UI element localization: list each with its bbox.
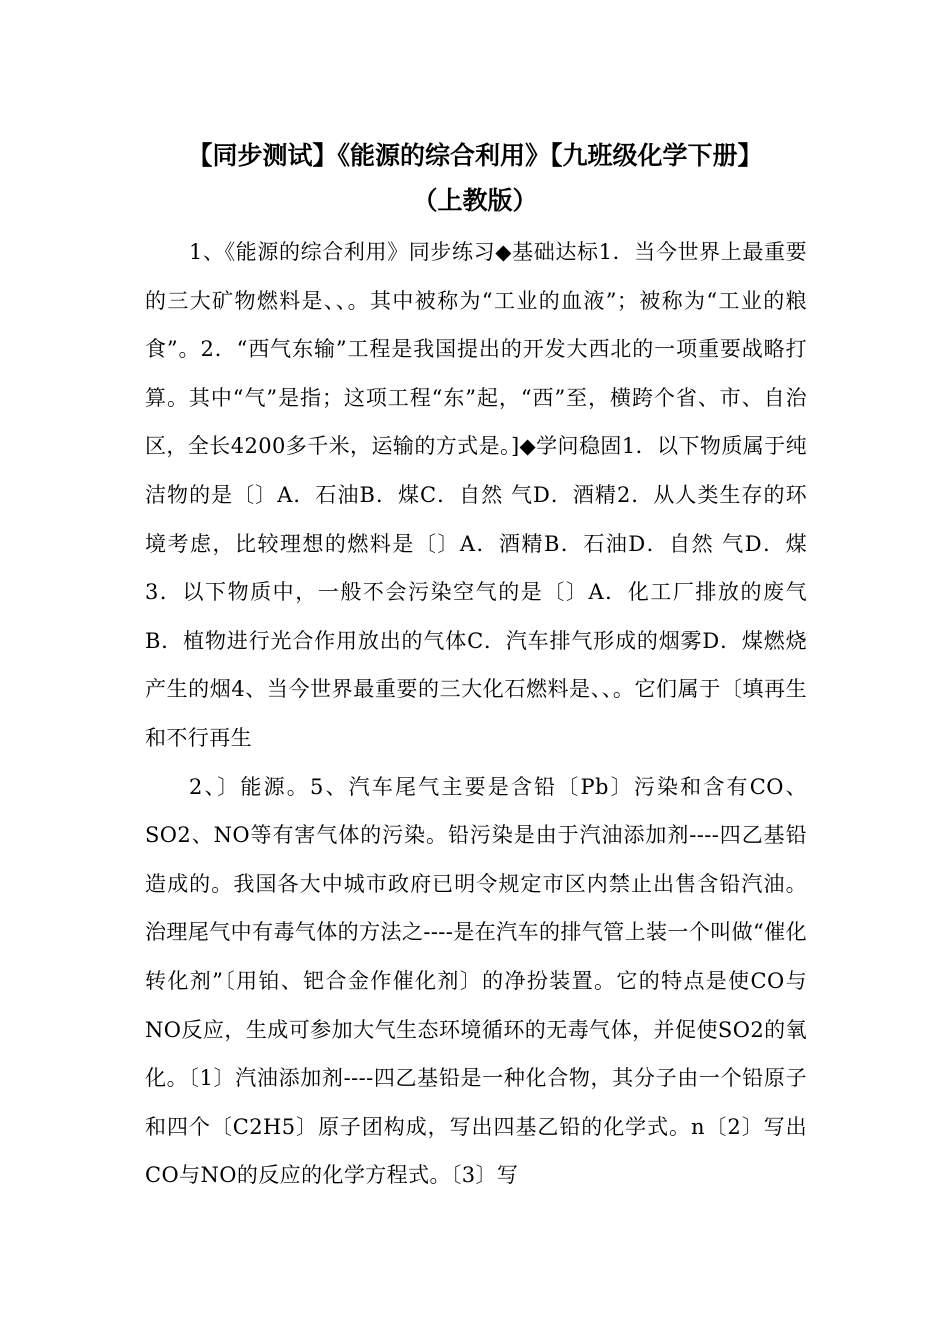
paragraph: 1、《能源的综合利用》同步练习◆基础达标1．当今世界上最重要的三大矿物燃料是、、。其中被称为“工业的血液”；被称为“工业的粮食”。2．“西气东输”工程是我国提出的开发大西北的一项重要战略打算。其中“气”是指；这项工程“东”起，“西”至，横跨个省、市、自治区，全长4200多千米，运输的方式是。]◆学问稳固1．以下物质属于纯洁物的是〔〕A．石油B．煤C．自然 气D．酒精2．从人类生存的环境考虑，比较理想的燃料是〔〕A．酒精B．石油D．自然 气D．煤3．以下物质中，一般不会污染空气的是〔〕A．化工厂排放的废气B．植物进行光合作用放出的气体C．汽车排气形成的烟雾D．煤燃烧产生的烟4、当今世界最重要的三大化石燃料是、、。它们属于〔填再生和不行再生 [145, 240, 807, 750]
document-body [145, 228, 807, 1200]
paragraph: 2、〕能源。5、汽车尾气主要是含铅〔Pb〕污染和含有CO、SO2、NO等有害气体的污染。铅污染是由于汽油添加剂----四乙基铅造成的。我国各大中城市政府已明令规定市区内禁止出售含铅汽油。治理尾气中有毒气体的方法之----是在汽车的排气管上装一个叫做“催化转化剂”〔用铂、钯合金作催化剂〕的净扮装置。它的特点是使CO与NO反应，生成可参加大气生态环境循环的无毒气体，并促使SO2的氧化。〔1〕汽油添加剂----四乙基铅是一种化合物，其分子由一个铅原子和四个〔C2H5〕原子团构成，写出四基乙铅的化学式。n〔2〕写出CO与NO的反应的化学方程式。〔3〕写 [145, 774, 807, 1188]
document-title: 【同步测试】《能源的综合利用》【九班级化学下册】 [187, 141, 763, 170]
document-subtitle: （上教版） [412, 186, 538, 215]
